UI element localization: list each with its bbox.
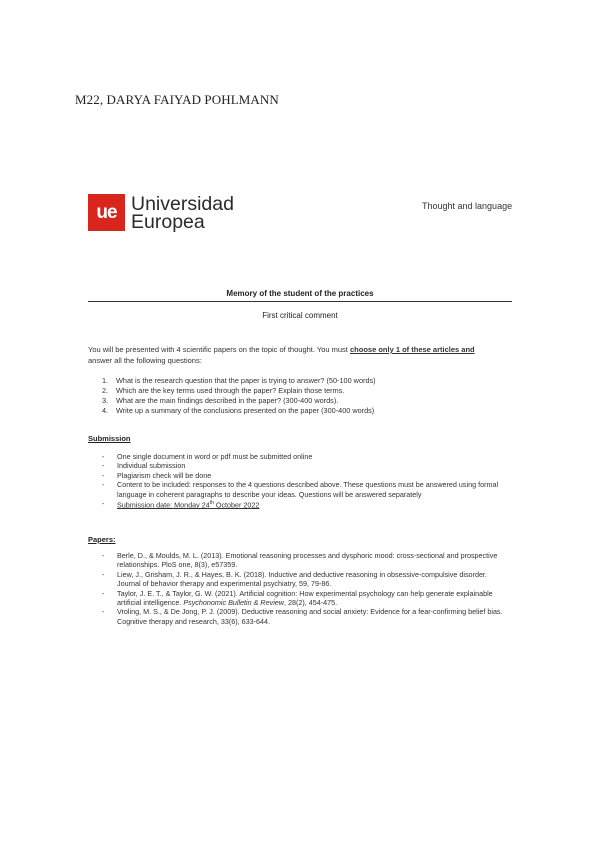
- questions-list: [102, 376, 522, 416]
- intro-paragraph: [88, 345, 508, 366]
- university-logo: [88, 194, 234, 231]
- submission-list: [102, 452, 512, 510]
- list-item: 1. What is the research question that the paper is trying to answer? (50-100 words): [102, 376, 376, 385]
- logo-mark: ue: [88, 194, 125, 231]
- list-item: 3. What are the main findings described in the paper? (300-400 words).: [102, 396, 339, 405]
- list-item: - Content to be included: responses to the 4 questions described above. These questions must be answered using formal language in coherent paragraphs to describe your ideas. Questions will be answered separately: [102, 480, 499, 499]
- list-item: - Vroling, M. S., & De Jong, P. J. (2009). Deductive reasoning and social anxiety: Evidence for a fear-confirming belief bias. Cognitive therapy and research, 33(6), 633-644.: [102, 607, 503, 626]
- logo-line-2: Europea: [131, 210, 205, 233]
- intro-text-after: answer all the following questions:: [88, 355, 202, 365]
- submission-heading: Submission: [88, 434, 131, 443]
- course-name: Thought and language: [422, 201, 513, 211]
- list-item: - Berle, D., & Moulds, M. L. (2013). Emotional reasoning processes and dysphoric mood: cross-sectional and prospective relationships. PloS one, 8(3), e57359.: [102, 551, 498, 570]
- intro-emphasis: choose only 1 of these articles and: [349, 345, 475, 354]
- submission-date: - Submission date: Monday 24th October 2022: [102, 499, 260, 510]
- list-item: 4. Write up a summary of the conclusions presented on the paper (300-400 words): [102, 406, 375, 415]
- list-item: - Liew, J., Grisham, J. R., & Hayes, B. K. (2018). Inductive and deductive reasoning in obsessive-compulsive disorder. Journal of behavior therapy and experimental psychiatry, 59, 79-86.: [102, 569, 487, 589]
- list-item: - One single document in word or pdf must be submitted online: [102, 452, 313, 461]
- papers-heading: Papers:: [88, 535, 116, 544]
- papers-list: [102, 551, 512, 626]
- document-subtitle: First critical comment: [262, 311, 338, 320]
- list-item: - Plagiarism check will be done: [102, 470, 212, 480]
- document-title: Memory of the student of the practices: [88, 289, 512, 302]
- logo-text: [131, 192, 234, 233]
- list-item: - Individual submission: [102, 461, 186, 471]
- logo-line-1: Universidad: [131, 192, 234, 215]
- intro-text: You will be presented with 4 scientific papers on the topic of thought. You must: [88, 345, 350, 354]
- author-name: M22, DARYA FAIYAD POHLMANN: [75, 92, 279, 107]
- list-item: - Taylor, J. E. T., & Taylor, G. W. (2021). Artificial cognition: How experimental psychology can help generate explainable artificial intelligence. Psychonomic Bulletin & Review, 28(2), 454-475.: [102, 588, 493, 608]
- list-item: 2. Which are the key terms used through the paper? Explain those terms.: [102, 386, 345, 395]
